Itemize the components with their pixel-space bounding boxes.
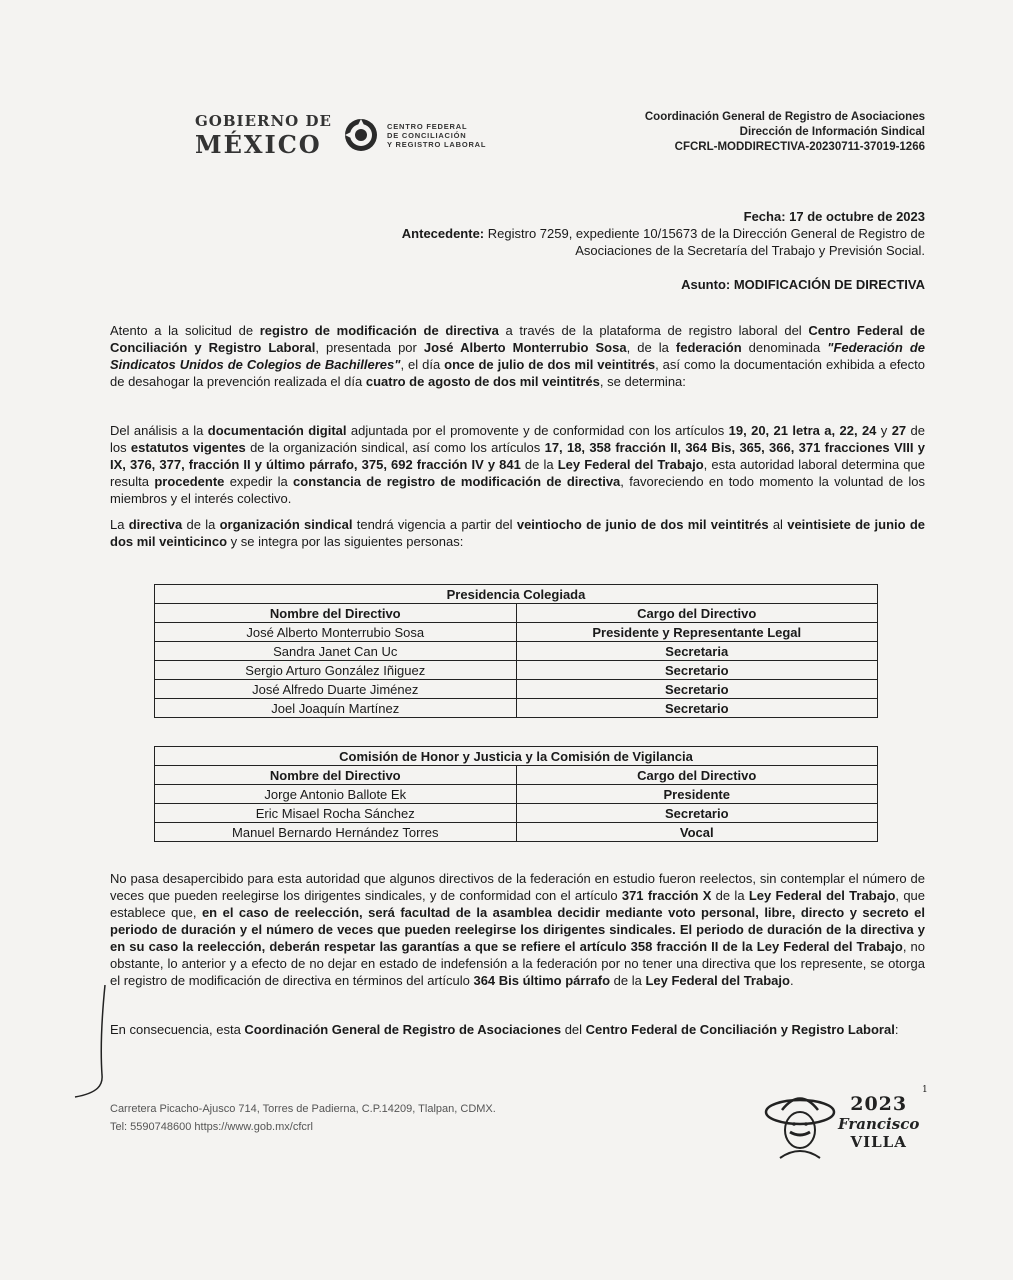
column-header-name: Nombre del Directivo	[155, 604, 517, 623]
footer-phone-web: Tel: 5590748600 https://www.gob.mx/cfcrl	[110, 1121, 313, 1133]
antecedent-line	[365, 225, 925, 259]
text-run: , así como la documentación exhibida a efecto de desahogar la prevención realizada el día	[110, 357, 925, 389]
table-row	[155, 661, 878, 680]
text-run: cuatro de agosto de dos mil veintitrés	[365, 374, 600, 389]
text-run: "Federación de Sindicatos Unidos de Colegios de Bachilleres"	[110, 340, 926, 372]
directive-name: Sandra Janet Can Uc	[155, 642, 517, 661]
table-row	[155, 680, 878, 699]
text-run: de la	[610, 973, 646, 988]
directive-name: Manuel Bernardo Hernández Torres	[155, 823, 517, 842]
text-run: veintisiete de junio de dos mil veinticinco	[110, 517, 925, 549]
subject-label: Asunto:	[681, 277, 731, 292]
text-run: , se determina:	[599, 374, 686, 389]
directive-name: José Alfredo Duarte Jiménez	[155, 680, 517, 699]
column-header-role: Cargo del Directivo	[516, 604, 878, 623]
text-run: , favoreciendo en todo momento la voluntad de los miembros y el interés colectivo.	[110, 474, 925, 506]
text-run: , no obstante, lo anterior y a efecto de no dejar en estado de indefensión a la federación por no tener una directiva que los represente, se otorga el registro de modificación de directiva en términos del artículo	[110, 939, 926, 988]
directive-name: Sergio Arturo González Iñiguez	[155, 661, 517, 680]
gob-logo-line2: MÉXICO	[195, 130, 322, 159]
text-run: Coordinación General de Registro de Asociaciones	[244, 1022, 562, 1037]
text-run: adjuntada por el promovente y de conformidad con los artículos	[346, 423, 729, 438]
text-run: La	[110, 517, 129, 532]
text-run: expedir la	[224, 474, 294, 489]
table-row	[155, 785, 878, 804]
text-run: .	[789, 973, 794, 988]
text-run: , presentada por	[315, 340, 424, 355]
table-row	[155, 623, 878, 642]
text-run: documentación digital	[207, 423, 347, 438]
text-run: directiva	[128, 517, 183, 532]
villa-text	[838, 1093, 919, 1151]
text-run: y se integra por las siguientes personas:	[227, 534, 464, 549]
text-run: procedente	[154, 474, 225, 489]
paragraph-validity	[110, 516, 925, 550]
text-run: Del análisis a la	[110, 423, 208, 438]
text-run: tendrá vigencia a partir del	[352, 517, 517, 532]
cfcrl-text-line2: DE CONCILIACIÓN	[387, 130, 467, 140]
cfcrl-text-line1: CENTRO FEDERAL	[387, 121, 468, 131]
date-value: 17 de octubre de 2023	[789, 209, 925, 224]
directive-role: Secretario	[516, 699, 878, 718]
signature-mark	[70, 985, 110, 1105]
directive-name: José Alberto Monterrubio Sosa	[155, 623, 517, 642]
text-run: al	[768, 517, 788, 532]
text-run: federación	[675, 340, 742, 355]
text-run: 17, 18, 358 fracción II, 364 Bis, 365, 366, 371 fracciones VIII y IX, 376, 377, fracción II y último párrafo, 375, 692 fracción IV y 841	[110, 440, 925, 472]
text-run: Atento a la solicitud de	[110, 323, 260, 338]
villa-portrait-icon	[760, 1082, 840, 1162]
text-run: No pasa desapercibido para esta autoridad que algunos directivos de la federación en estudio fueron reelectos, sin contemplar el número de veces que pueden reelegirse los dirigentes sindicales, y de conformidad con el artículo	[110, 871, 925, 903]
document-metadata	[365, 208, 925, 259]
text-run: registro de modificación de directiva	[259, 323, 499, 338]
table-title: Comisión de Honor y Justicia y la Comisión de Vigilancia	[155, 747, 878, 766]
text-run: denominada	[741, 340, 828, 355]
coordination-name: Coordinación General de Registro de Asociaciones	[644, 111, 925, 123]
text-run: 364 Bis último párrafo	[473, 973, 611, 988]
directive-name: Joel Joaquín Martínez	[155, 699, 517, 718]
text-run: Centro Federal de Conciliación y Registro Laboral	[585, 1022, 895, 1037]
text-run: de la	[711, 888, 749, 903]
text-run: de los	[110, 423, 926, 455]
column-header-role: Cargo del Directivo	[516, 766, 878, 785]
text-run: a través de la plataforma de registro laboral del	[498, 323, 809, 338]
cfcrl-text-line3: Y REGISTRO LABORAL	[387, 139, 487, 149]
gobierno-de-mexico-logo	[195, 112, 332, 159]
text-run: Centro Federal de Conciliación y Registro Laboral	[110, 323, 926, 355]
text-run: en el caso de reelección, será facultad de la asamblea decidir mediante voto personal, libre, directo y secreto el periodo de duración y el número de veces que pueden reelegirse los dirigentes sindicales. El periodo de duración de la directiva y en su caso la reelección, deberán respetar las garantías a que se refiere el artículo 358 fracción II de la Ley Federal del Trabajo	[110, 905, 925, 954]
date-line	[365, 208, 925, 225]
date-label: Fecha:	[743, 209, 786, 224]
text-run: organización sindical	[219, 517, 353, 532]
document-reference: CFCRL-MODDIRECTIVA-20230711-37019-1266	[674, 141, 925, 153]
text-run: , de la	[626, 340, 676, 355]
gob-logo-line1: GOBIERNO DE	[195, 112, 332, 130]
directive-role: Vocal	[516, 823, 878, 842]
presidency-table	[154, 584, 878, 718]
villa-last-name: VILLA	[850, 1133, 907, 1151]
text-run: estatutos vigentes	[130, 440, 246, 455]
text-run: veintiocho de junio de dos mil veintitrés	[516, 517, 769, 532]
villa-year: 2023	[850, 1093, 908, 1115]
paragraph-request	[110, 322, 925, 390]
issuing-office	[645, 110, 925, 155]
text-run: Ley Federal del Trabajo	[645, 973, 790, 988]
paragraph-reelection	[110, 870, 925, 989]
honor-justice-table	[154, 746, 878, 842]
text-run: , el día	[400, 357, 445, 372]
text-run: :	[894, 1022, 899, 1037]
direction-name: Dirección de Información Sindical	[739, 126, 925, 138]
text-run: once de julio de dos mil veintitrés	[444, 357, 656, 372]
table-row	[155, 642, 878, 661]
text-run: En consecuencia, esta	[110, 1022, 245, 1037]
directive-name: Jorge Antonio Ballote Ek	[155, 785, 517, 804]
cfcrl-logo-text	[387, 122, 486, 149]
text-run: 371 fracción X	[621, 888, 712, 903]
text-run: Ley Federal del Trabajo	[557, 457, 704, 472]
villa-first-name: Francisco	[838, 1115, 920, 1133]
directive-role: Secretario	[516, 680, 878, 699]
directive-role: Presidente	[516, 785, 878, 804]
directive-role: Secretaria	[516, 642, 878, 661]
text-run: 27	[891, 423, 907, 438]
antecedent-label: Antecedente:	[401, 226, 485, 241]
antecedent-value: Registro 7259, expediente 10/15673 de la Dirección General de Registro de Asociaciones de la Secretaría del Trabajo y Previsión Social.	[487, 226, 925, 258]
text-run: José Alberto Monterrubio Sosa	[423, 340, 627, 355]
text-run: constancia de registro de modificación de directiva	[293, 474, 621, 489]
text-run: , que establece que,	[110, 888, 926, 920]
footer-contact	[110, 1100, 496, 1136]
francisco-villa-2023-logo	[760, 1082, 919, 1162]
table-row	[155, 804, 878, 823]
column-header-name: Nombre del Directivo	[155, 766, 517, 785]
cfcrl-emblem-icon	[343, 117, 379, 153]
text-run: 19, 20, 21 letra a, 22, 24	[728, 423, 877, 438]
text-run: de la organización sindical, así como los artículos	[245, 440, 545, 455]
paragraph-analysis	[110, 422, 925, 507]
table-title: Presidencia Colegiada	[155, 585, 878, 604]
directive-name: Eric Misael Rocha Sánchez	[155, 804, 517, 823]
paragraph-consequence	[110, 1021, 925, 1038]
text-run: del	[561, 1022, 586, 1037]
page-number: 1	[922, 1085, 928, 1095]
text-run: de la	[520, 457, 558, 472]
footer-address: Carretera Picacho-Ajusco 714, Torres de Padierna, C.P.14209, Tlalpan, CDMX.	[110, 1103, 496, 1115]
subject-value: MODIFICACIÓN DE DIRECTIVA	[733, 277, 925, 292]
directive-role: Secretario	[516, 661, 878, 680]
directive-role: Secretario	[516, 804, 878, 823]
subject-line	[681, 277, 925, 292]
table-row	[155, 823, 878, 842]
text-run: y	[876, 423, 892, 438]
cfcrl-logo	[343, 117, 486, 153]
text-run: de la	[182, 517, 220, 532]
table-row	[155, 699, 878, 718]
directive-role: Presidente y Representante Legal	[516, 623, 878, 642]
text-run: , esta autoridad laboral determina que resulta	[110, 457, 926, 489]
text-run: Ley Federal del Trabajo	[748, 888, 896, 903]
